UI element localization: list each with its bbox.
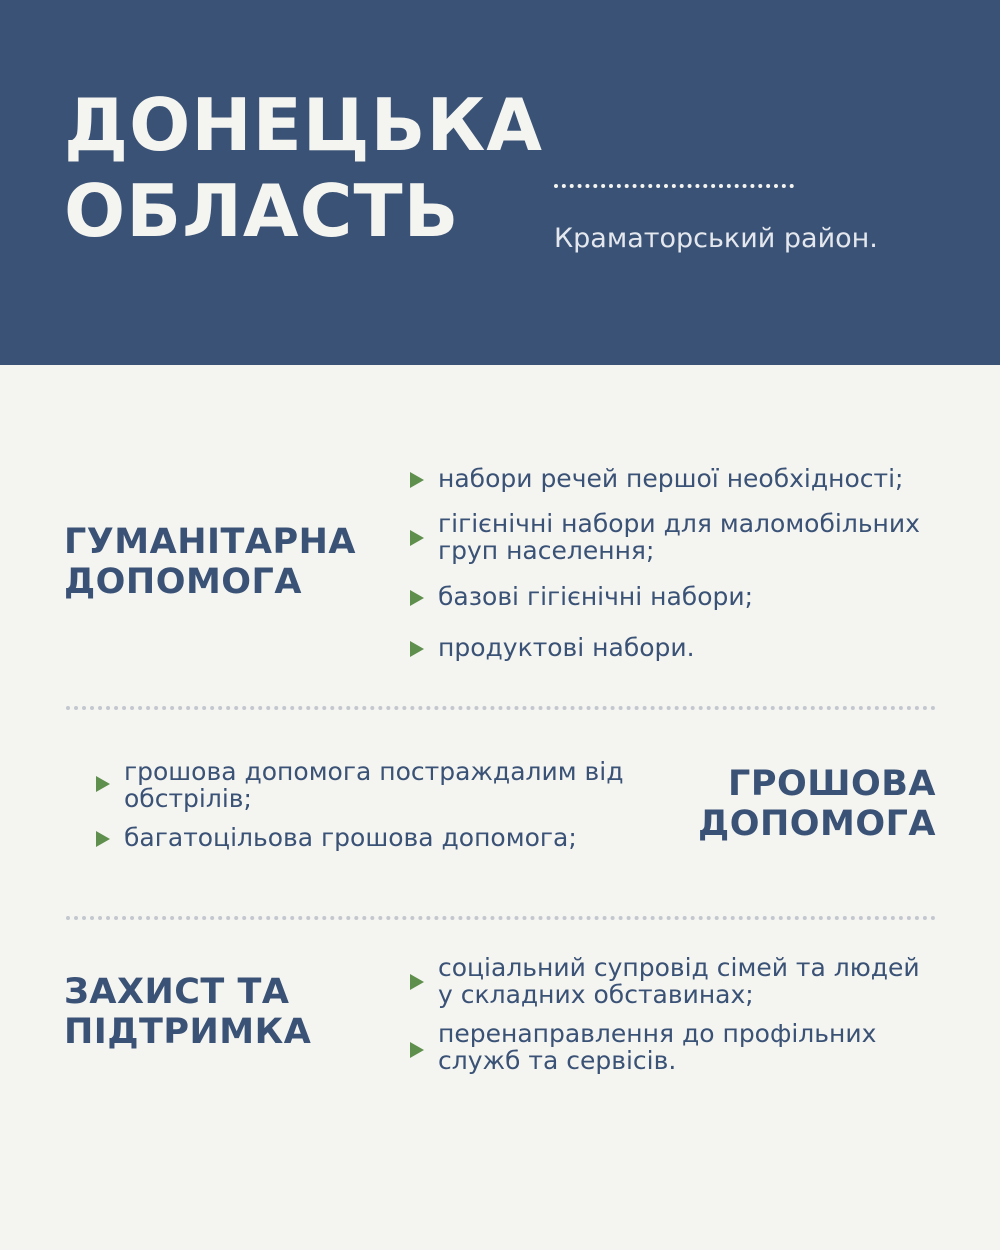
- district-subtitle: Краматорський район.: [554, 223, 878, 254]
- list-item-text: гігієнічні набори для маломобільних груп населення;: [438, 509, 920, 565]
- arrow-bullet-icon: [96, 776, 110, 792]
- list-item-text: соціальний супровід сімей та людей у складних обставинах;: [438, 953, 920, 1009]
- section-humanitarian-title: [64, 522, 356, 602]
- list-item-text: перенаправлення до профільних служб та сервісів.: [438, 1019, 877, 1075]
- list-item-text: багатоцільова грошова допомога;: [124, 823, 577, 852]
- list-item: [96, 824, 664, 851]
- list-item-text: базові гігієнічні набори;: [438, 582, 754, 611]
- section-title-line-1: ЗАХИСТ ТА: [64, 972, 290, 1012]
- list-item-text: продуктові набори.: [438, 633, 695, 662]
- list-item: [410, 634, 998, 661]
- arrow-bullet-icon: [96, 831, 110, 847]
- title-line-2: ОБЛАСТЬ: [64, 169, 460, 253]
- list-item: [410, 465, 998, 492]
- arrow-bullet-icon: [410, 590, 424, 606]
- section-title-line-1: ГУМАНІТАРНА: [64, 522, 357, 562]
- page-title: [64, 82, 543, 254]
- section-title-line-1: ГРОШОВА: [728, 764, 936, 804]
- section-divider: [66, 916, 936, 920]
- list-item: [96, 758, 634, 812]
- header-banner: [0, 0, 1000, 365]
- list-item: [410, 510, 958, 564]
- title-line-1: ДОНЕЦЬКА: [64, 83, 544, 167]
- arrow-bullet-icon: [410, 641, 424, 657]
- section-protection-title: [64, 972, 311, 1052]
- arrow-bullet-icon: [410, 1042, 424, 1058]
- list-item-text: грошова допомога постраждалим від обстрілів;: [124, 757, 624, 813]
- section-divider: [66, 706, 936, 710]
- list-item: [410, 954, 938, 1008]
- list-item: [410, 1020, 948, 1074]
- arrow-bullet-icon: [410, 974, 424, 990]
- section-financial-title: [698, 764, 936, 844]
- header-dotted-divider: [554, 184, 794, 188]
- list-item: [410, 583, 998, 610]
- section-title-line-2: ДОПОМОГА: [698, 804, 936, 844]
- arrow-bullet-icon: [410, 472, 424, 488]
- list-item-text: набори речей першої необхідності;: [438, 464, 904, 493]
- section-title-line-2: ПІДТРИМКА: [64, 1012, 312, 1052]
- arrow-bullet-icon: [410, 530, 424, 546]
- section-title-line-2: ДОПОМОГА: [64, 562, 302, 602]
